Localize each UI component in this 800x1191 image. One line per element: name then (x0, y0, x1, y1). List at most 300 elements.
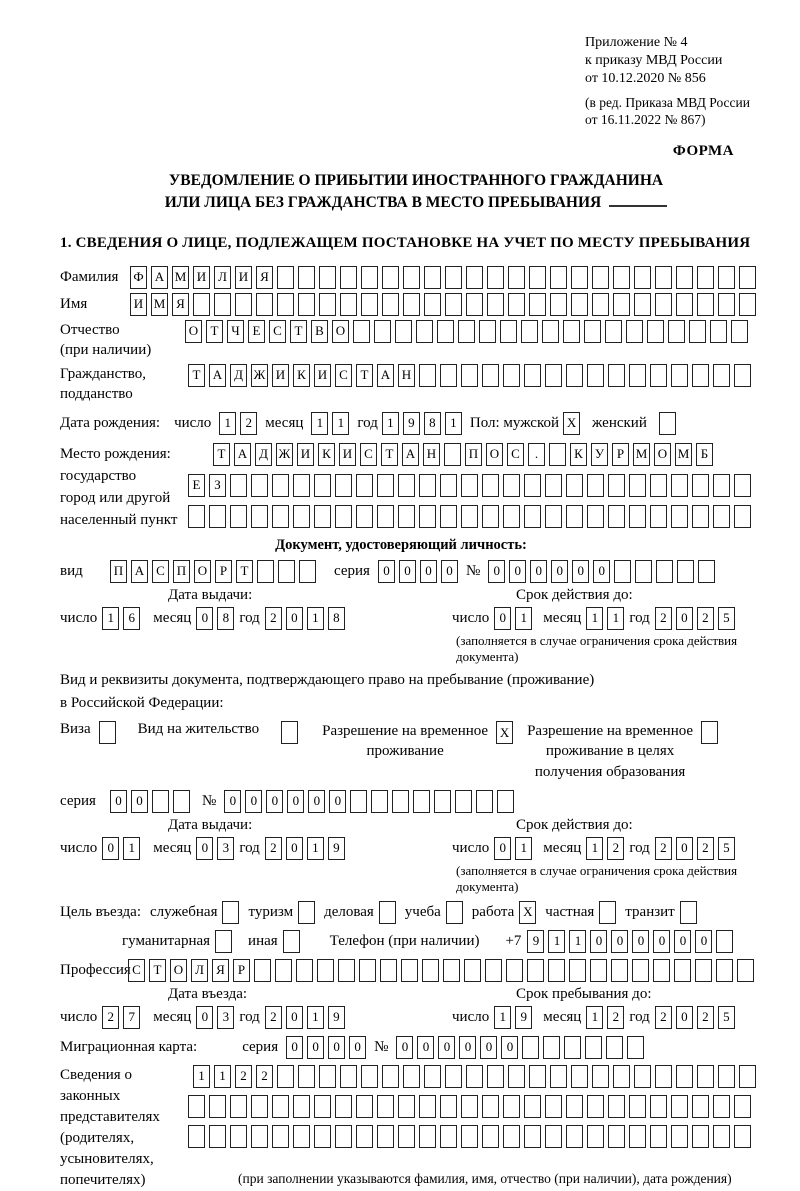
char-box[interactable]: 2 (235, 1065, 252, 1088)
char-box[interactable] (230, 505, 247, 528)
char-box[interactable]: 1 (494, 1006, 511, 1029)
char-box[interactable]: 3 (217, 837, 234, 860)
char-box[interactable]: 6 (123, 607, 140, 630)
char-box[interactable] (188, 1095, 205, 1118)
char-box[interactable] (566, 1125, 583, 1148)
char-box[interactable] (461, 1095, 478, 1118)
char-box[interactable]: М (633, 443, 650, 466)
char-box[interactable] (482, 1125, 499, 1148)
char-box[interactable] (542, 320, 559, 343)
checkbox[interactable] (379, 901, 396, 924)
char-box[interactable]: 0 (480, 1036, 497, 1059)
char-box[interactable]: 0 (196, 1006, 213, 1029)
char-box[interactable] (461, 474, 478, 497)
char-box[interactable] (466, 266, 483, 289)
char-box[interactable]: Т (149, 959, 166, 982)
char-box[interactable]: 0 (286, 1006, 303, 1029)
char-box[interactable]: 2 (265, 1006, 282, 1029)
char-box[interactable]: 0 (530, 560, 547, 583)
char-box[interactable] (739, 266, 756, 289)
char-box[interactable]: 0 (396, 1036, 413, 1059)
char-box[interactable] (671, 364, 688, 387)
char-box[interactable] (434, 790, 451, 813)
char-box[interactable] (419, 1125, 436, 1148)
char-box[interactable]: У (591, 443, 608, 466)
char-box[interactable] (524, 474, 541, 497)
char-box[interactable] (716, 959, 733, 982)
char-box[interactable] (254, 959, 271, 982)
char-box[interactable] (524, 505, 541, 528)
char-box[interactable]: 1 (311, 412, 328, 435)
char-box[interactable] (529, 266, 546, 289)
char-box[interactable]: И (314, 364, 331, 387)
checkbox[interactable] (281, 721, 298, 744)
char-box[interactable] (314, 474, 331, 497)
char-box[interactable] (275, 959, 292, 982)
char-box[interactable]: О (185, 320, 202, 343)
char-box[interactable] (338, 959, 355, 982)
char-box[interactable]: 0 (245, 790, 262, 813)
char-box[interactable] (293, 1125, 310, 1148)
char-box[interactable] (257, 560, 274, 583)
char-box[interactable] (272, 505, 289, 528)
char-box[interactable] (476, 790, 493, 813)
char-box[interactable]: О (654, 443, 671, 466)
char-box[interactable] (193, 293, 210, 316)
char-box[interactable] (734, 1125, 751, 1148)
char-box[interactable] (461, 1125, 478, 1148)
checkbox[interactable] (298, 901, 315, 924)
char-box[interactable] (277, 266, 294, 289)
char-box[interactable] (235, 293, 252, 316)
char-box[interactable]: 5 (718, 607, 735, 630)
char-box[interactable] (482, 505, 499, 528)
char-box[interactable] (737, 959, 754, 982)
char-box[interactable] (444, 443, 461, 466)
char-box[interactable]: 0 (420, 560, 437, 583)
char-box[interactable] (550, 293, 567, 316)
char-box[interactable] (356, 1125, 373, 1148)
char-box[interactable] (437, 320, 454, 343)
char-box[interactable] (500, 320, 517, 343)
char-box[interactable] (413, 790, 430, 813)
char-box[interactable]: 9 (328, 1006, 345, 1029)
char-box[interactable] (629, 1095, 646, 1118)
char-box[interactable] (608, 364, 625, 387)
char-box[interactable]: Р (215, 560, 232, 583)
char-box[interactable] (698, 560, 715, 583)
char-box[interactable]: Т (206, 320, 223, 343)
char-box[interactable]: 1 (102, 607, 119, 630)
char-box[interactable] (443, 959, 460, 982)
char-box[interactable]: 1 (123, 837, 140, 860)
char-box[interactable] (377, 1095, 394, 1118)
char-box[interactable]: Я (172, 293, 189, 316)
char-box[interactable] (398, 1125, 415, 1148)
char-box[interactable] (482, 364, 499, 387)
char-box[interactable]: 0 (459, 1036, 476, 1059)
char-box[interactable]: О (194, 560, 211, 583)
char-box[interactable] (739, 1065, 756, 1088)
char-box[interactable] (356, 474, 373, 497)
char-box[interactable] (479, 320, 496, 343)
char-box[interactable] (635, 560, 652, 583)
char-box[interactable] (251, 474, 268, 497)
char-box[interactable]: Л (214, 266, 231, 289)
checkbox[interactable] (99, 721, 116, 744)
char-box[interactable] (606, 1036, 623, 1059)
char-box[interactable]: Д (255, 443, 272, 466)
char-box[interactable] (508, 1065, 525, 1088)
char-box[interactable]: М (172, 266, 189, 289)
char-box[interactable] (710, 320, 727, 343)
char-box[interactable] (152, 790, 169, 813)
char-box[interactable] (377, 505, 394, 528)
checkbox[interactable] (215, 930, 232, 953)
checkbox[interactable] (283, 930, 300, 953)
char-box[interactable] (545, 505, 562, 528)
char-box[interactable]: 1 (193, 1065, 210, 1088)
char-box[interactable] (340, 293, 357, 316)
char-box[interactable] (464, 959, 481, 982)
char-box[interactable]: 1 (307, 607, 324, 630)
char-box[interactable] (692, 474, 709, 497)
char-box[interactable] (524, 364, 541, 387)
char-box[interactable]: Н (398, 364, 415, 387)
char-box[interactable] (403, 293, 420, 316)
char-box[interactable] (655, 1065, 672, 1088)
char-box[interactable]: 2 (265, 607, 282, 630)
char-box[interactable]: 2 (697, 837, 714, 860)
char-box[interactable]: Т (213, 443, 230, 466)
char-box[interactable]: 0 (676, 837, 693, 860)
char-box[interactable] (380, 959, 397, 982)
char-box[interactable] (608, 505, 625, 528)
char-box[interactable] (647, 320, 664, 343)
char-box[interactable]: 1 (445, 412, 462, 435)
char-box[interactable] (335, 1125, 352, 1148)
char-box[interactable] (671, 1095, 688, 1118)
char-box[interactable] (692, 505, 709, 528)
char-box[interactable]: Ж (251, 364, 268, 387)
char-box[interactable]: О (170, 959, 187, 982)
char-box[interactable]: 0 (438, 1036, 455, 1059)
char-box[interactable] (734, 474, 751, 497)
char-box[interactable]: 1 (307, 837, 324, 860)
char-box[interactable] (563, 320, 580, 343)
char-box[interactable] (566, 1095, 583, 1118)
char-box[interactable] (398, 505, 415, 528)
char-box[interactable]: П (465, 443, 482, 466)
char-box[interactable]: 1 (586, 607, 603, 630)
char-box[interactable] (272, 1095, 289, 1118)
char-box[interactable]: 0 (286, 1036, 303, 1059)
char-box[interactable] (319, 1065, 336, 1088)
char-box[interactable] (487, 266, 504, 289)
char-box[interactable] (392, 790, 409, 813)
char-box[interactable] (527, 959, 544, 982)
char-box[interactable]: Т (236, 560, 253, 583)
char-box[interactable]: П (110, 560, 127, 583)
char-box[interactable] (569, 959, 586, 982)
char-box[interactable] (395, 320, 412, 343)
char-box[interactable] (671, 1125, 688, 1148)
char-box[interactable]: 2 (697, 1006, 714, 1029)
char-box[interactable] (445, 293, 462, 316)
char-box[interactable]: Ч (227, 320, 244, 343)
char-box[interactable]: М (151, 293, 168, 316)
char-box[interactable]: 0 (131, 790, 148, 813)
checkbox[interactable]: X (496, 721, 513, 744)
char-box[interactable] (485, 959, 502, 982)
char-box[interactable] (713, 505, 730, 528)
char-box[interactable] (650, 1125, 667, 1148)
char-box[interactable]: Ф (130, 266, 147, 289)
char-box[interactable] (566, 474, 583, 497)
char-box[interactable]: 0 (399, 560, 416, 583)
char-box[interactable] (422, 959, 439, 982)
char-box[interactable] (508, 266, 525, 289)
char-box[interactable] (503, 505, 520, 528)
char-box[interactable] (298, 266, 315, 289)
char-box[interactable] (350, 790, 367, 813)
checkbox[interactable] (701, 721, 718, 744)
char-box[interactable] (293, 474, 310, 497)
char-box[interactable] (592, 266, 609, 289)
char-box[interactable] (627, 1036, 644, 1059)
char-box[interactable]: А (209, 364, 226, 387)
char-box[interactable] (293, 505, 310, 528)
char-box[interactable]: 8 (328, 607, 345, 630)
char-box[interactable]: С (269, 320, 286, 343)
char-box[interactable] (377, 474, 394, 497)
char-box[interactable]: Р (233, 959, 250, 982)
char-box[interactable]: 2 (256, 1065, 273, 1088)
char-box[interactable] (521, 320, 538, 343)
char-box[interactable] (419, 1095, 436, 1118)
char-box[interactable] (656, 560, 673, 583)
char-box[interactable]: В (311, 320, 328, 343)
char-box[interactable] (550, 1065, 567, 1088)
char-box[interactable]: 0 (266, 790, 283, 813)
char-box[interactable] (571, 293, 588, 316)
char-box[interactable] (549, 443, 566, 466)
char-box[interactable] (251, 1095, 268, 1118)
char-box[interactable] (545, 474, 562, 497)
char-box[interactable] (545, 1125, 562, 1148)
char-box[interactable]: З (209, 474, 226, 497)
char-box[interactable] (487, 1065, 504, 1088)
char-box[interactable]: 2 (607, 837, 624, 860)
char-box[interactable] (487, 293, 504, 316)
char-box[interactable]: 0 (110, 790, 127, 813)
char-box[interactable]: 2 (265, 837, 282, 860)
char-box[interactable]: И (297, 443, 314, 466)
char-box[interactable] (676, 293, 693, 316)
char-box[interactable]: М (675, 443, 692, 466)
char-box[interactable] (335, 505, 352, 528)
char-box[interactable]: Т (381, 443, 398, 466)
char-box[interactable] (503, 474, 520, 497)
char-box[interactable] (626, 320, 643, 343)
char-box[interactable]: И (272, 364, 289, 387)
char-box[interactable] (440, 1095, 457, 1118)
char-box[interactable] (272, 474, 289, 497)
char-box[interactable] (209, 1095, 226, 1118)
char-box[interactable] (382, 266, 399, 289)
char-box[interactable] (674, 959, 691, 982)
char-box[interactable] (587, 364, 604, 387)
char-box[interactable]: Б (696, 443, 713, 466)
char-box[interactable] (692, 364, 709, 387)
char-box[interactable]: И (339, 443, 356, 466)
char-box[interactable]: 1 (515, 607, 532, 630)
char-box[interactable]: Я (256, 266, 273, 289)
char-box[interactable] (629, 364, 646, 387)
char-box[interactable] (713, 1125, 730, 1148)
char-box[interactable] (718, 293, 735, 316)
char-box[interactable]: Д (230, 364, 247, 387)
char-box[interactable] (424, 293, 441, 316)
char-box[interactable] (587, 1095, 604, 1118)
char-box[interactable] (629, 474, 646, 497)
char-box[interactable]: 0 (287, 790, 304, 813)
char-box[interactable] (676, 1065, 693, 1088)
checkbox[interactable] (446, 901, 463, 924)
char-box[interactable] (416, 320, 433, 343)
char-box[interactable] (503, 1095, 520, 1118)
char-box[interactable] (340, 1065, 357, 1088)
char-box[interactable]: 0 (307, 1036, 324, 1059)
char-box[interactable] (277, 293, 294, 316)
char-box[interactable] (506, 959, 523, 982)
char-box[interactable]: 0 (286, 607, 303, 630)
char-box[interactable]: 0 (509, 560, 526, 583)
char-box[interactable]: 0 (196, 607, 213, 630)
char-box[interactable] (374, 320, 391, 343)
char-box[interactable]: 9 (403, 412, 420, 435)
char-box[interactable] (671, 505, 688, 528)
char-box[interactable]: 0 (494, 837, 511, 860)
char-box[interactable] (398, 474, 415, 497)
checkbox[interactable]: X (519, 901, 536, 924)
char-box[interactable] (455, 790, 472, 813)
char-box[interactable] (734, 364, 751, 387)
char-box[interactable] (522, 1036, 539, 1059)
char-box[interactable] (550, 266, 567, 289)
char-box[interactable] (564, 1036, 581, 1059)
char-box[interactable] (734, 505, 751, 528)
char-box[interactable] (629, 1125, 646, 1148)
char-box[interactable] (587, 505, 604, 528)
char-box[interactable]: 7 (123, 1006, 140, 1029)
char-box[interactable]: С (335, 364, 352, 387)
char-box[interactable] (377, 1125, 394, 1148)
char-box[interactable] (608, 474, 625, 497)
char-box[interactable] (713, 474, 730, 497)
char-box[interactable]: 0 (417, 1036, 434, 1059)
char-box[interactable] (731, 320, 748, 343)
char-box[interactable] (298, 293, 315, 316)
char-box[interactable]: 2 (655, 837, 672, 860)
char-box[interactable]: 1 (214, 1065, 231, 1088)
char-box[interactable]: 0 (572, 560, 589, 583)
char-box[interactable] (188, 505, 205, 528)
char-box[interactable]: 2 (607, 1006, 624, 1029)
char-box[interactable]: Т (290, 320, 307, 343)
char-box[interactable] (614, 560, 631, 583)
char-box[interactable]: П (173, 560, 190, 583)
char-box[interactable]: 2 (240, 412, 257, 435)
char-box[interactable]: 9 (328, 837, 345, 860)
char-box[interactable]: К (293, 364, 310, 387)
char-box[interactable]: А (377, 364, 394, 387)
char-box[interactable] (524, 1095, 541, 1118)
char-box[interactable] (676, 266, 693, 289)
checkbox[interactable] (599, 901, 616, 924)
char-box[interactable]: 0 (676, 607, 693, 630)
char-box[interactable]: Н (423, 443, 440, 466)
char-box[interactable] (445, 266, 462, 289)
char-box[interactable] (230, 1095, 247, 1118)
char-box[interactable] (382, 1065, 399, 1088)
char-box[interactable]: 0 (695, 930, 712, 953)
char-box[interactable] (713, 364, 730, 387)
char-box[interactable] (314, 505, 331, 528)
char-box[interactable] (608, 1125, 625, 1148)
char-box[interactable] (584, 320, 601, 343)
char-box[interactable] (508, 293, 525, 316)
char-box[interactable] (440, 474, 457, 497)
char-box[interactable]: 0 (224, 790, 241, 813)
char-box[interactable] (718, 1065, 735, 1088)
char-box[interactable]: А (402, 443, 419, 466)
char-box[interactable] (671, 474, 688, 497)
char-box[interactable] (590, 959, 607, 982)
char-box[interactable]: А (234, 443, 251, 466)
char-box[interactable] (668, 320, 685, 343)
char-box[interactable] (529, 293, 546, 316)
char-box[interactable] (461, 505, 478, 528)
char-box[interactable]: 0 (329, 790, 346, 813)
char-box[interactable]: А (151, 266, 168, 289)
char-box[interactable]: И (193, 266, 210, 289)
char-box[interactable] (319, 266, 336, 289)
checkbox[interactable] (659, 412, 676, 435)
char-box[interactable] (461, 364, 478, 387)
char-box[interactable] (613, 1065, 630, 1088)
char-box[interactable] (251, 505, 268, 528)
char-box[interactable]: 3 (217, 1006, 234, 1029)
char-box[interactable]: 2 (102, 1006, 119, 1029)
char-box[interactable] (403, 266, 420, 289)
char-box[interactable]: Е (248, 320, 265, 343)
char-box[interactable] (419, 364, 436, 387)
char-box[interactable] (608, 1095, 625, 1118)
char-box[interactable] (278, 560, 295, 583)
char-box[interactable] (677, 560, 694, 583)
char-box[interactable]: Т (356, 364, 373, 387)
char-box[interactable] (296, 959, 313, 982)
char-box[interactable]: 0 (653, 930, 670, 953)
char-box[interactable] (655, 266, 672, 289)
char-box[interactable] (356, 505, 373, 528)
char-box[interactable]: . (528, 443, 545, 466)
char-box[interactable] (401, 959, 418, 982)
char-box[interactable]: 0 (590, 930, 607, 953)
char-box[interactable]: 9 (527, 930, 544, 953)
char-box[interactable] (524, 1125, 541, 1148)
